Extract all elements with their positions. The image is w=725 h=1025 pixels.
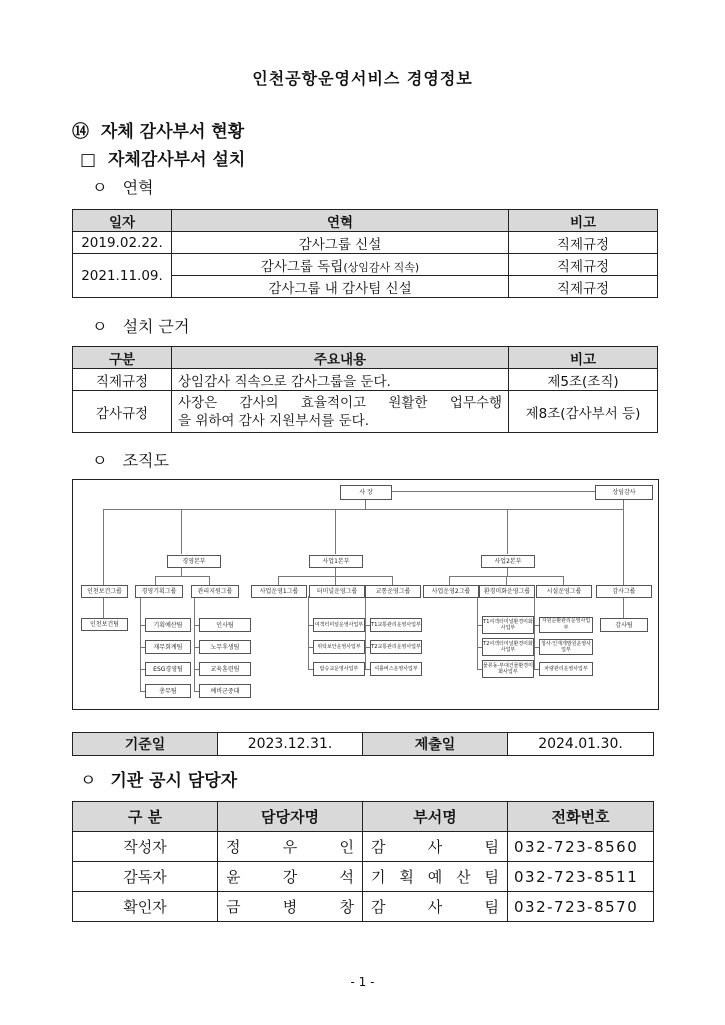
content-cell	[172, 391, 509, 433]
org-group-box: 사업운영1그룹	[251, 585, 307, 598]
org-team-box: T2교통관리운영사업부	[370, 640, 422, 654]
org-team-box: 여객터미널운영사업부	[313, 618, 365, 632]
table-header-row	[73, 802, 654, 832]
note-cell: 제8조(감사부서 등)	[509, 391, 658, 433]
section-title: 자체 감사부서 현황	[100, 122, 245, 142]
history-table	[72, 209, 658, 298]
name-char: 석	[339, 868, 354, 886]
history-small-text: (상임감사 직속)	[343, 260, 420, 274]
org-team-box: ESG경영팀	[145, 662, 191, 676]
dept-char: 감	[371, 838, 386, 856]
org-team-box: T2여객터미널환경미화사업부	[482, 638, 534, 656]
table-row	[73, 232, 658, 254]
org-group-box: 환경미화운영그룹	[479, 585, 535, 598]
org-chart	[72, 479, 659, 710]
base-date-value: 2023.12.31.	[218, 733, 363, 756]
org-group-box: 인천보건그룹	[81, 585, 128, 598]
basis-heading	[92, 314, 189, 337]
org-team-box: 물류동·부대건물환경미화사업부	[482, 660, 534, 678]
table-row	[73, 369, 658, 391]
phone-cell: 032-723-8560	[508, 832, 654, 862]
subsection-marker: □	[80, 150, 97, 170]
page-number: - 1 -	[350, 975, 375, 989]
table-row	[73, 391, 658, 433]
history-label: 연혁	[122, 178, 154, 197]
dept-char: 기	[371, 868, 386, 886]
contact-table	[72, 801, 654, 922]
header-phone: 전화번호	[508, 802, 654, 832]
role-cell: 감독자	[73, 862, 218, 892]
org-group-box: 사업운영2그룹	[423, 585, 479, 598]
org-hq-box: 사업2본부	[481, 555, 535, 568]
dept-char: 팀	[484, 838, 499, 856]
dept-char: 예	[427, 868, 443, 886]
org-team-box: 기획예산팀	[145, 618, 191, 632]
org-group-box: 터미널운영그룹	[309, 585, 365, 598]
section-number: ⑭	[72, 122, 89, 142]
dept-char: 산	[456, 868, 471, 886]
org-auditor-box: 상임감사	[595, 485, 653, 500]
subsection-heading	[80, 145, 245, 170]
history-cell: 감사그룹 내 감사팀 신설	[172, 276, 509, 298]
header-dept: 부서명	[363, 802, 508, 832]
header-role: 구 분	[73, 802, 218, 832]
role-cell: 작성자	[73, 832, 218, 862]
table-row	[73, 892, 654, 922]
date-cell: 2021.11.09.	[73, 254, 172, 298]
dept-cell	[363, 892, 508, 922]
org-hq-box: 사업1본부	[309, 555, 363, 568]
org-group-box: 감사그룹	[596, 585, 652, 598]
org-team-box: 총무팀	[145, 684, 191, 698]
note-cell: 직제규정	[509, 232, 658, 254]
org-marker: ㅇ	[92, 451, 108, 470]
contact-label: 기관 공시 담당자	[110, 771, 238, 791]
name-cell	[218, 832, 363, 862]
contact-heading	[80, 766, 237, 791]
dept-cell	[363, 832, 508, 862]
document-title: 인천공항운영서비스 경영정보	[252, 69, 473, 88]
dept-char: 획	[399, 868, 414, 886]
org-team-box: 감사팀	[600, 618, 648, 632]
history-cell	[172, 254, 509, 276]
basis-marker: ㅇ	[92, 317, 108, 336]
org-team-box: 예비군중대	[199, 684, 251, 698]
name-char: 강	[282, 868, 298, 886]
phone-cell: 032-723-8511	[508, 862, 654, 892]
header-name: 담당자명	[218, 802, 363, 832]
name-cell	[218, 892, 363, 922]
table-row	[73, 832, 654, 862]
org-hq-box: 경영본부	[167, 555, 221, 568]
table-row	[73, 862, 654, 892]
dept-char: 팀	[484, 898, 499, 916]
org-group-box: 관리지원그룹	[191, 585, 239, 598]
org-team-box: T1교통관리운영사업부	[370, 618, 422, 632]
org-team-box: 재무회계팀	[145, 640, 191, 654]
submit-date-value: 2024.01.30.	[508, 733, 654, 756]
name-char: 인	[339, 838, 354, 856]
header-type: 구분	[73, 347, 172, 369]
name-char: 윤	[226, 868, 241, 886]
table-header-row	[73, 347, 658, 369]
section-heading	[72, 117, 244, 142]
org-team-box: 자원순환관리운영사업부	[539, 617, 593, 633]
name-cell	[218, 862, 363, 892]
table-row	[73, 733, 654, 756]
header-content: 주요내용	[172, 347, 509, 369]
basis-label: 설치 근거	[122, 317, 190, 336]
dept-char: 사	[427, 838, 443, 856]
org-team-box: 교육훈련팀	[199, 662, 251, 676]
org-group-box: 경영기획그룹	[135, 585, 183, 598]
phone-cell: 032-723-8570	[508, 892, 654, 922]
content-cell: 상임감사 직속으로 감사그룹을 둔다.	[172, 369, 509, 391]
note-cell: 직제규정	[509, 276, 658, 298]
base-date-label: 기준일	[73, 733, 218, 756]
basis-table	[72, 346, 658, 433]
name-char: 병	[282, 898, 298, 916]
org-team-box: 노무후생팀	[199, 640, 251, 654]
header-date: 일자	[73, 210, 172, 232]
role-cell: 확인자	[73, 892, 218, 922]
org-label: 조직도	[122, 451, 169, 470]
submit-date-label: 제출일	[363, 733, 508, 756]
dept-char: 팀	[484, 868, 499, 886]
name-char: 우	[282, 838, 298, 856]
header-note: 비고	[509, 210, 658, 232]
note-cell: 직제규정	[509, 254, 658, 276]
org-heading	[92, 448, 169, 471]
type-cell: 감사규정	[73, 391, 172, 433]
note-cell: 제5조(조직)	[509, 369, 658, 391]
history-cell: 감사그룹 신설	[172, 232, 509, 254]
dept-cell	[363, 862, 508, 892]
date-cell: 2019.02.22.	[73, 232, 172, 254]
org-team-box: T1여객터미널환경미화사업부	[482, 616, 534, 634]
contact-marker: ㅇ	[80, 771, 97, 791]
subsection-title: 자체감사부서 설치	[107, 150, 246, 170]
org-ceo-box: 사 장	[340, 485, 392, 500]
dept-char: 사	[427, 898, 443, 916]
history-heading	[92, 175, 153, 198]
org-team-box: 인천보건팀	[81, 618, 128, 631]
org-group-box: 교통운영그룹	[365, 585, 421, 598]
name-char: 정	[226, 838, 241, 856]
org-team-box: 위탁보안운영사업부	[313, 640, 365, 654]
org-team-box: 인사팀	[199, 618, 251, 632]
dates-table	[72, 732, 654, 756]
table-header-row	[73, 210, 658, 232]
name-char: 금	[226, 898, 241, 916]
history-marker: ㅇ	[92, 178, 108, 197]
org-team-box: 청사·인재개발원운영사업부	[539, 639, 593, 655]
dept-char: 감	[371, 898, 386, 916]
history-main-text: 감사그룹 독립	[260, 258, 344, 275]
header-note: 비고	[509, 347, 658, 369]
type-cell: 직제규정	[73, 369, 172, 391]
content-line: 사장은 감사의 효율적이고 원활한 업무수행	[178, 394, 502, 411]
org-team-box: 셔틀버스운영사업부	[370, 662, 422, 676]
org-group-box: 시설운영그룹	[536, 585, 592, 598]
content-line: 을 위하여 감사 지원부서를 둔다.	[178, 412, 369, 429]
header-history: 연혁	[172, 210, 509, 232]
name-char: 창	[339, 898, 354, 916]
org-team-box: 차량관리운영사업부	[539, 662, 593, 676]
org-team-box: 탑승교운영사업부	[313, 662, 365, 676]
table-row	[73, 254, 658, 276]
